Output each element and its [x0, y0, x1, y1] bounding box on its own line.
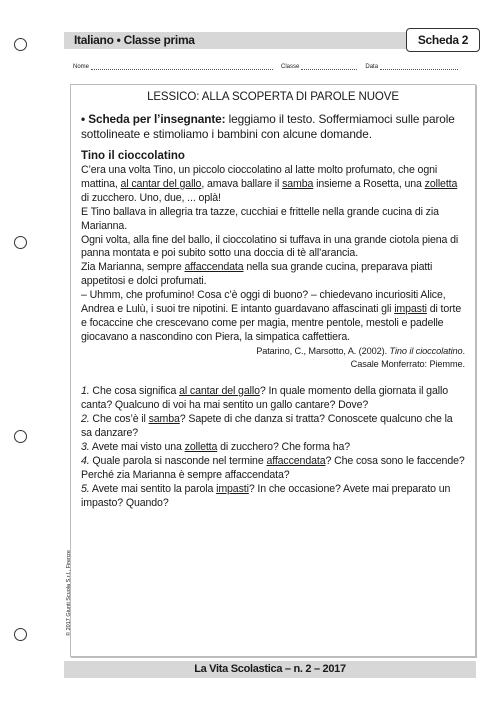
question-item: 1. Che cosa significa al cantar del gallo? In quale momento della giornata il gallo canta? Qualcuno di voi ha mai sentito un gallo cantare? Dove?	[81, 384, 448, 411]
binder-hole-lower-middle	[14, 430, 27, 443]
story-text	[81, 164, 465, 345]
teacher-note-label: Scheda per l’insegnante:	[88, 112, 226, 126]
binder-hole-upper-middle	[14, 236, 27, 249]
header-bar	[64, 32, 476, 49]
story-paragraph: – Uhmm, che profumino! Cosa c’è oggi di buono? – chiedevano incuriositi Alice, Andrea e Lulù, i suoi tre nipotini. E intanto guardavano affascinati gli impasti di torte e focaccine che crescevano come per magia, mentre pentole, mestoli e padelle giocavano a nascondino con Piera, la simpatica caffettiera.	[81, 289, 462, 343]
class-label: Classe	[281, 64, 300, 70]
underlined-word: zolletta	[424, 177, 458, 190]
content-box	[70, 84, 476, 657]
underlined-word: impasti	[394, 303, 427, 316]
page-title: LESSICO: ALLA SCOPERTA DI PAROLE NUOVE	[147, 91, 399, 103]
teacher-note-text: leggiamo il testo. Soffermiamoci sulle parole sottolineate e stimoliamo i bambini con alcune domande.	[81, 112, 455, 141]
date-label: Data	[365, 64, 379, 70]
question-item: 5. Avete mai sentito la parola impasti? In che occasione? Avete mai preparato un impasto? Quando?	[81, 482, 451, 509]
story-paragraph: C’era una volta Tino, un piccolo cioccolatino al latte molto profumato, che ogni mattina, al cantar del gallo, amava ballare il samba insieme a Rosetta, una zolletta di zucchero. Uno, due, ... oplà!	[81, 164, 458, 204]
story-paragraph: Zia Marianna, sempre affaccendata nella sua grande cucina, preparava piatti appetitosi e dolci profumati.	[81, 261, 433, 288]
binder-hole-bottom	[14, 628, 27, 641]
question-item: 3. Avete mai visto una zolletta di zucchero? Che forma ha?	[81, 440, 351, 453]
class-field[interactable]	[301, 64, 357, 70]
worksheet-tag: Scheda 2	[406, 28, 480, 52]
story-title: Tino il cioccolatino	[81, 150, 185, 162]
underlined-word: al cantar del gallo	[120, 177, 202, 190]
bibliographic-credit: Patarino, C., Marsotto, A. (2002). Tino il cioccolatino. Casale Monferrato: Piemme.	[256, 345, 465, 369]
student-info-row	[73, 64, 473, 70]
question-item: 2. Che cos’è il samba? Sapete di che danza si tratta? Conoscete qualcuno che la sa danzare?	[81, 412, 453, 439]
date-field[interactable]	[380, 64, 458, 70]
book-title: Tino il cioccolatino	[389, 345, 463, 356]
intro-bullet: •	[81, 112, 86, 126]
footer-bar: La Vita Scolastica – n. 2 – 2017	[64, 661, 476, 678]
name-field[interactable]	[91, 64, 273, 70]
name-label: Nome	[73, 64, 90, 70]
teacher-note	[81, 112, 465, 142]
story-paragraph: Ogni volta, alla fine del ballo, il cioccolatino si tuffava in una grande ciotola piena di panna montata e poi subito sotto una doccia di tè all’arancia.	[81, 233, 459, 260]
header-title: Italiano • Classe prima	[74, 33, 195, 47]
binder-hole-top	[14, 38, 27, 51]
question-list	[81, 384, 465, 510]
copyright-notice: © 2017 Giunti Scuola S.r.l., Firenze	[66, 550, 72, 636]
underlined-word: affaccendata	[184, 261, 244, 274]
underlined-word: samba	[282, 177, 314, 190]
story-paragraph: E Tino ballava in allegria tra tazze, cucchiai e frittelle nella grande cucina di zia Marianna.	[81, 205, 439, 232]
question-item: 4. Quale parola si nasconde nel termine affaccendata? Che cosa sono le faccende? Perché zia Marianna è sempre affaccendata?	[81, 454, 465, 481]
